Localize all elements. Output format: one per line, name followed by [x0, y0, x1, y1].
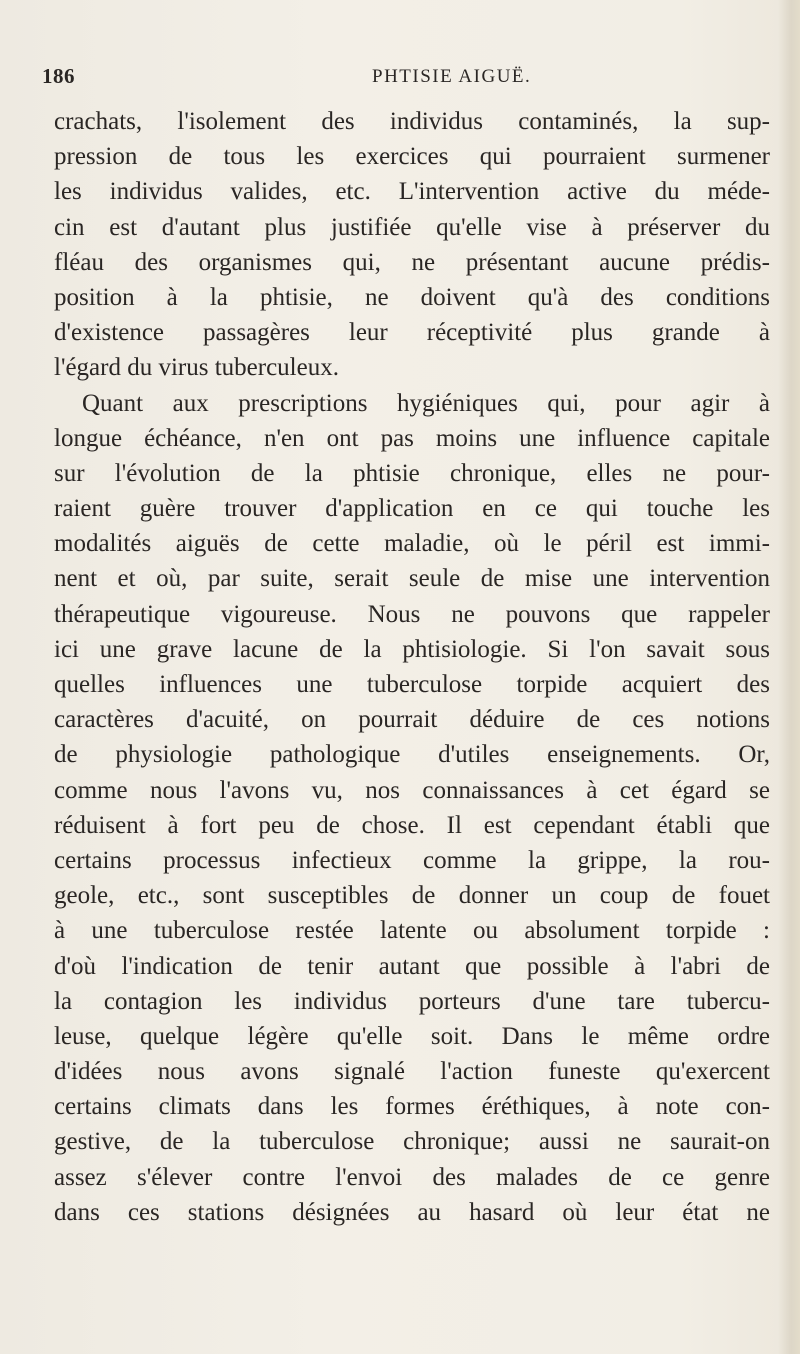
text-line: Quant aux prescriptions hygiéniques qui, pour agir à — [82, 389, 770, 417]
text-line: certains processus infectieux comme la grippe, la rou- — [54, 846, 770, 874]
text-line: dans ces stations désignées au hasard où leur état ne — [54, 1198, 770, 1226]
text-line: crachats, l'isolement des individus contaminés, la sup- — [54, 108, 770, 135]
page-edge-shadow — [778, 0, 800, 1354]
text-line: d'où l'indication de tenir autant que possible à l'abri de — [54, 952, 770, 980]
text-line: de physiologie pathologique d'utiles enseignements. Or, — [54, 741, 770, 769]
running-title: PHTISIE AIGUË. — [372, 66, 532, 87]
text-line: d'idées nous avons signalé l'action funeste qu'exercent — [54, 1058, 770, 1086]
text-line: leuse, quelque légère qu'elle soit. Dans le même ordre — [54, 1022, 770, 1050]
text-line: position à la phtisie, ne doivent qu'à des conditions — [54, 283, 770, 311]
text-line: d'existence passagères leur réceptivité plus grande à — [54, 319, 770, 347]
text-line: la contagion les individus porteurs d'une tare tubercu- — [54, 987, 770, 1015]
text-line: caractères d'acuité, on pourrait déduire de ces notions — [54, 706, 770, 734]
text-line: l'égard du virus tuberculeux. — [54, 354, 339, 382]
body-text — [54, 104, 770, 1230]
text-line: thérapeutique vigoureuse. Nous ne pouvons que rappeler — [54, 600, 770, 628]
page-header — [42, 64, 782, 94]
text-line: assez s'élever contre l'envoi des malades de ce genre — [54, 1163, 770, 1191]
text-line: à une tuberculose restée latente ou absolument torpide : — [54, 917, 770, 945]
text-line: certains climats dans les formes éréthiques, à note con- — [54, 1093, 770, 1121]
text-line: geole, etc., sont susceptibles de donner un coup de fouet — [54, 882, 770, 910]
text-line: pression de tous les exercices qui pourraient surmener — [54, 143, 770, 171]
text-line: nent et où, par suite, serait seule de mise une intervention — [54, 565, 770, 593]
text-line: longue échéance, n'en ont pas moins une influence capitale — [54, 424, 770, 452]
text-line: raient guère trouver d'application en ce qui touche les — [54, 495, 770, 523]
text-line: cin est d'autant plus justifiée qu'elle vise à préserver du — [54, 213, 770, 241]
page-number: 186 — [42, 64, 75, 88]
text-line: ici une grave lacune de la phtisiologie. Si l'on savait sous — [54, 635, 770, 663]
text-line: quelles influences une tuberculose torpide acquiert des — [54, 671, 770, 698]
text-line: réduisent à fort peu de chose. Il est cependant établi que — [54, 811, 770, 839]
text-line: comme nous l'avons vu, nos connaissances à cet égard se — [54, 776, 770, 804]
text-line: sur l'évolution de la phtisie chronique, elles ne pour- — [54, 459, 770, 487]
text-line: fléau des organismes qui, ne présentant aucune prédis- — [54, 248, 770, 276]
text-line: les individus valides, etc. L'intervention active du méde- — [54, 178, 770, 206]
text-line: gestive, de la tuberculose chronique; aussi ne saurait-on — [54, 1128, 770, 1156]
text-line: modalités aiguës de cette maladie, où le péril est immi- — [54, 530, 770, 558]
